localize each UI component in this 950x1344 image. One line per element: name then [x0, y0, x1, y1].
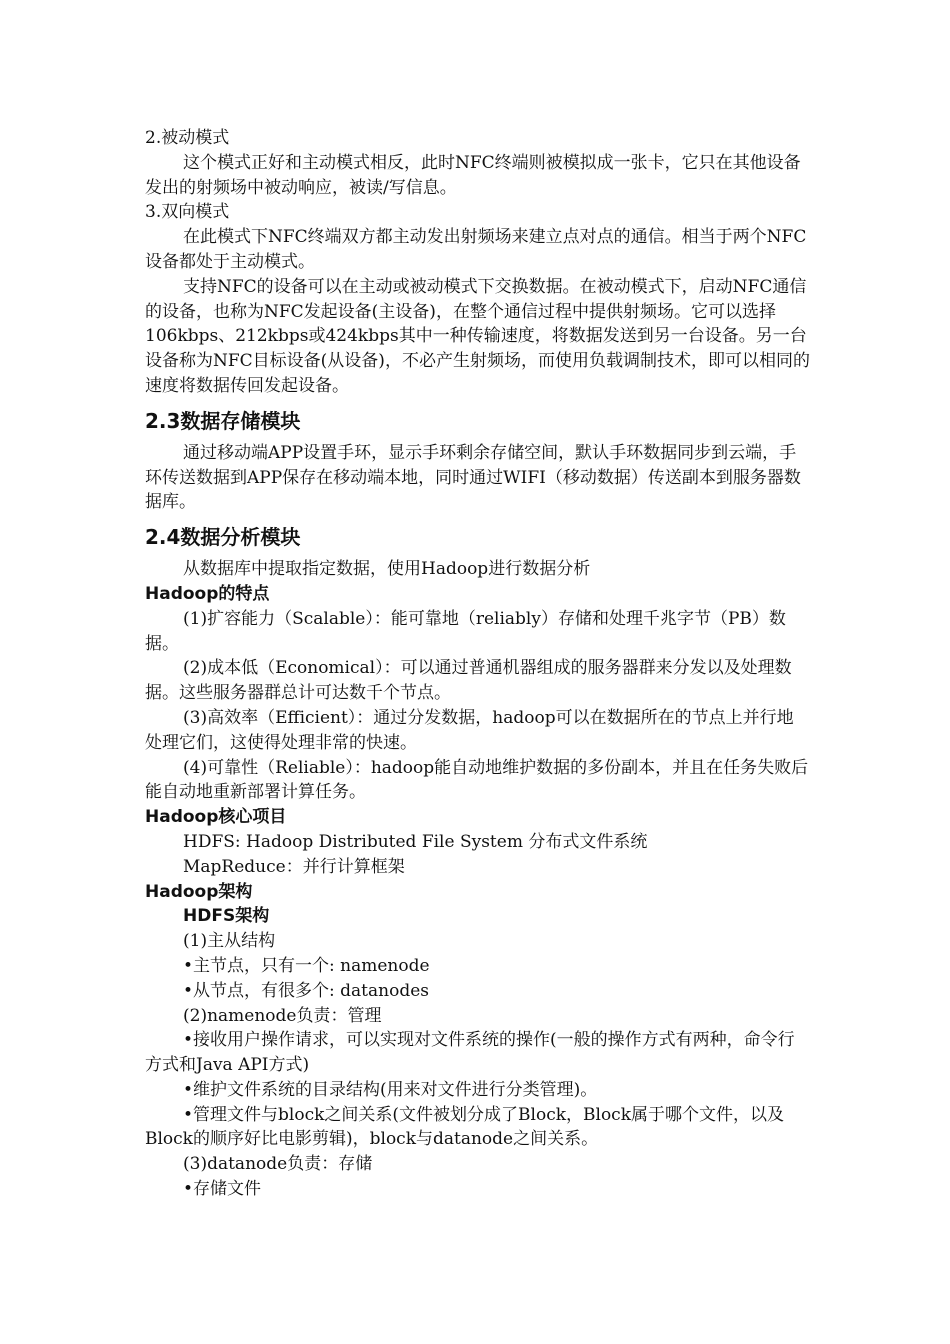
section-heading-storage: 2.3数据存储模块: [145, 408, 301, 433]
hdfs-architecture-heading: HDFS架构: [183, 906, 270, 927]
arch-line: (2)namenode负责：管理: [183, 1005, 382, 1026]
storage-paragraph: 通过移动端APP设置手环，显示手环剩余存储空间，默认手环数据同步到云端，手环传送数据到APP保存在移动端本地，同时通过WIFI（移动数据）传送副本到服务器数据库。: [145, 442, 801, 513]
bidirectional-mode-title: 3.双向模式: [145, 202, 230, 223]
arch-line: •主节点，只有一个: namenode: [183, 955, 430, 976]
hadoop-features-heading: Hadoop的特点: [145, 583, 270, 604]
feature-item: (1)扩容能力（Scalable）：能可靠地（reliably）存储和处理千兆字节（PB）数据。: [145, 608, 786, 654]
arch-line: •维护文件系统的目录结构(用来对文件进行分类管理)。: [183, 1079, 598, 1100]
hadoop-core-heading: Hadoop核心项目: [145, 807, 287, 828]
feature-item: (2)成本低（Economical）：可以通过普通机器组成的服务器群来分发以及处理数据。这些服务器群总计可达数千个节点。: [145, 658, 792, 704]
arch-line: •从节点，有很多个: datanodes: [183, 980, 429, 1001]
arch-line: •存储文件: [183, 1179, 262, 1200]
passive-mode-title: 2.被动模式: [145, 128, 230, 148]
document-body: [145, 126, 810, 1202]
arch-line: •接收用户操作请求，可以实现对文件系统的操作(一般的操作方式有两种，命令行方式和Java API方式): [145, 1030, 795, 1076]
feature-item: (4)可靠性（Reliable）：hadoop能自动地维护数据的多份副本，并且在任务失败后能自动地重新部署计算任务。: [145, 757, 809, 803]
hadoop-architecture-heading: Hadoop架构: [145, 881, 253, 902]
arch-line: (3)datanode负责：存储: [183, 1154, 373, 1175]
core-item: MapReduce：并行计算框架: [183, 856, 405, 877]
bidirectional-mode-paragraph: 在此模式下NFC终端双方都主动发出射频场来建立点对点的通信。相当于两个NFC设备都处于主动模式。: [145, 227, 807, 272]
feature-item: (3)高效率（Efficient）：通过分发数据，hadoop可以在数据所在的节点上并行地处理它们，这使得处理非常的快速。: [145, 707, 794, 753]
nfc-support-paragraph: 支持NFC的设备可以在主动或被动模式下交换数据。在被动模式下，启动NFC通信的设备，也称为NFC发起设备(主设备)，在整个通信过程中提供射频场。它可以选择106kbps、212kbps或424kbps其中一种传输速度，将数据发送到另一台设备。另一台设备称为NFC目标设备(从设备)，不必产生射频场，而使用负载调制技术，即可以相同的速度将数据传回发起设备。: [145, 276, 810, 396]
analysis-intro: 从数据库中提取指定数据，使用Hadoop进行数据分析: [183, 559, 591, 580]
passive-mode-paragraph: 这个模式正好和主动模式相反，此时NFC终端则被模拟成一张卡，它只在其他设备发出的射频场中被动响应，被读/写信息。: [145, 152, 801, 198]
arch-line: •管理文件与block之间关系(文件被划分成了Block，Block属于哪个文件，以及Block的顺序好比电影剪辑)，block与datanode之间关系。: [145, 1104, 785, 1150]
section-heading-analysis: 2.4数据分析模块: [145, 525, 301, 550]
core-item: HDFS: Hadoop Distributed File System 分布式文件系统: [183, 831, 648, 852]
arch-line: (1)主从结构: [183, 931, 276, 952]
